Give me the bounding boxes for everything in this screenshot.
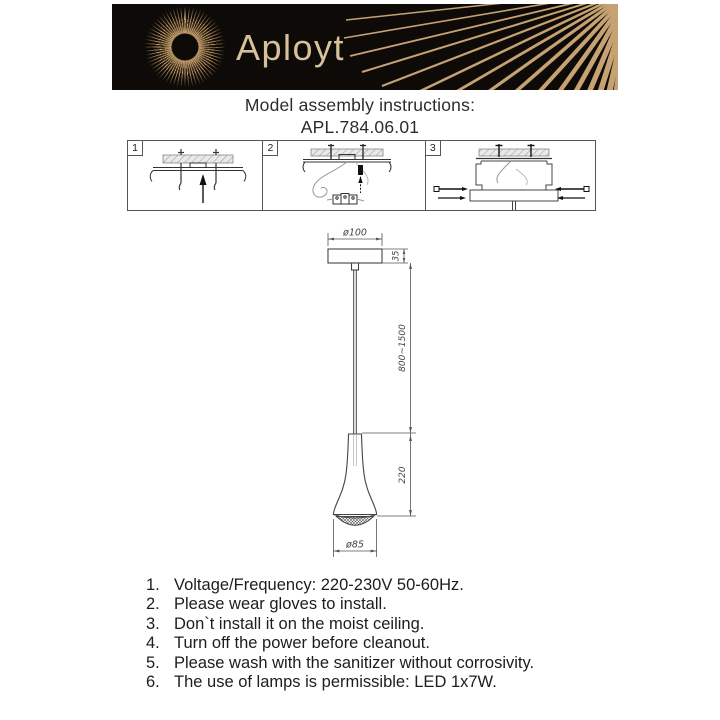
instruction-item xyxy=(146,576,616,595)
step-2-diagram-icon xyxy=(263,141,426,210)
assembly-step-2 xyxy=(262,141,424,210)
dimension-canopy-height xyxy=(382,249,408,263)
dim-label-canopy-height: 35 xyxy=(391,250,402,262)
item-number: 2. xyxy=(146,595,160,614)
item-text: Don`t install it on the moist ceiling. xyxy=(174,614,425,633)
step-3-diagram-icon xyxy=(426,141,597,210)
item-number: 5. xyxy=(146,653,160,672)
model-number: APL.784.06.01 xyxy=(300,117,420,137)
instruction-item xyxy=(146,615,616,634)
instruction-item xyxy=(146,595,616,614)
lamp-technical-drawing xyxy=(300,220,440,565)
item-text: The use of lamps is permissible: LED 1x7W. xyxy=(174,673,497,692)
item-text: Voltage/Frequency: 220-230V 50-60Hz. xyxy=(174,576,464,594)
item-text: Turn off the power before cleanout. xyxy=(174,634,430,653)
item-text: Please wash with the sanitizer without corrosivity. xyxy=(174,653,535,672)
item-number: 3. xyxy=(146,614,160,633)
canopy xyxy=(328,249,382,270)
instruction-item xyxy=(146,673,616,692)
dimension-shade-height xyxy=(377,433,416,516)
brand-header xyxy=(112,4,618,90)
diffuser-dome xyxy=(337,517,374,526)
instructions-list xyxy=(146,576,616,692)
step-number-badge: 2 xyxy=(262,140,278,156)
dim-label-top-diameter: ø100 xyxy=(343,227,367,239)
step-number-badge: 3 xyxy=(425,140,441,156)
item-number: 4. xyxy=(146,634,160,653)
assembly-steps xyxy=(127,140,596,211)
dimension-top-diameter xyxy=(328,228,382,247)
instruction-item xyxy=(146,654,616,673)
dim-label-shade-height: 220 xyxy=(398,466,408,484)
lamp-shade xyxy=(333,434,376,525)
step-number-badge: 1 xyxy=(127,140,143,156)
dim-label-cord-length: 800~1500 xyxy=(398,324,408,372)
assembly-step-3 xyxy=(425,141,595,210)
item-number: 1. xyxy=(146,576,160,594)
assembly-step-1 xyxy=(128,141,262,210)
step-1-diagram-icon xyxy=(128,141,263,210)
dim-label-bottom-diameter: ø85 xyxy=(346,539,364,551)
suspension-cord xyxy=(354,270,357,434)
item-number: 6. xyxy=(146,673,160,692)
dimension-cord-length xyxy=(362,263,416,433)
instruction-item xyxy=(146,634,616,653)
sunburst-logo-icon xyxy=(144,6,226,88)
brand-name: Aployt xyxy=(236,27,346,68)
instructions-title: Model assembly instructions: xyxy=(244,95,476,115)
ray-fan-icon xyxy=(338,4,618,90)
item-text: Please wear gloves to install. xyxy=(174,595,387,614)
